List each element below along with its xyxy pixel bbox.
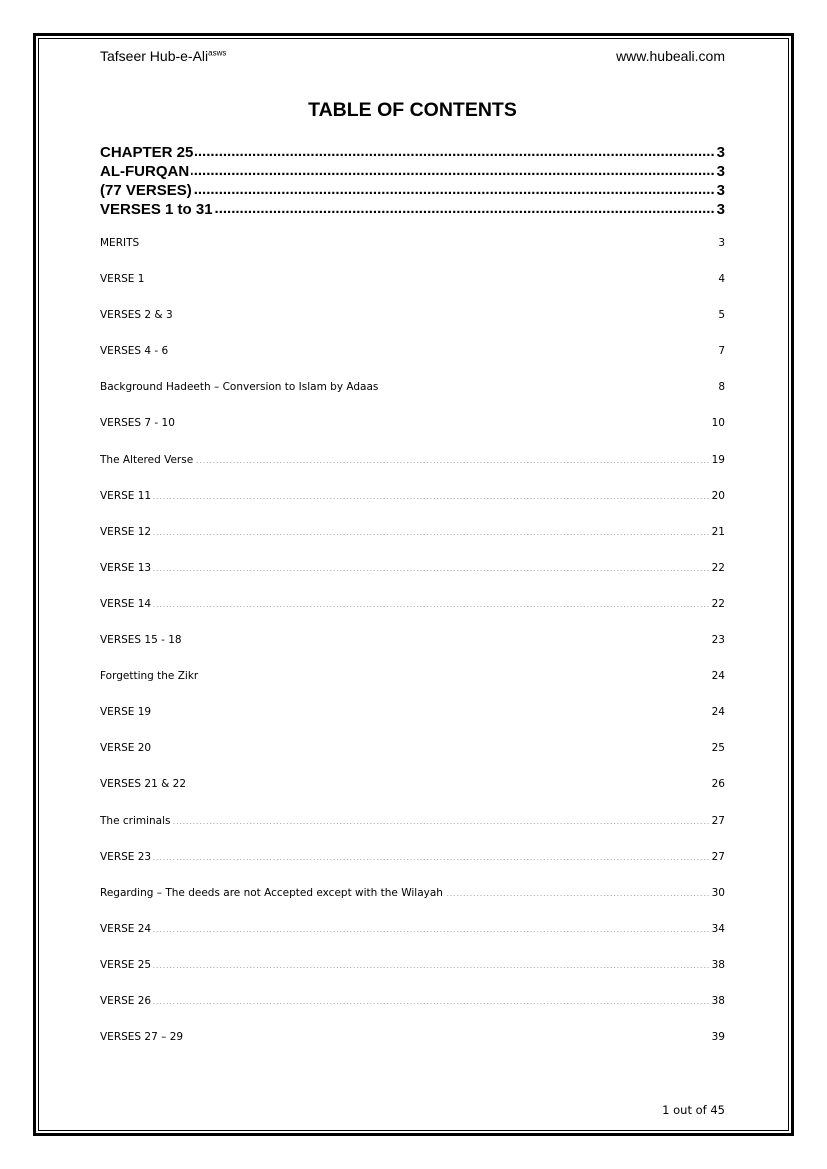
toc-entry-label: Regarding – The deeds are not Accepted except with the Wilayah [100, 886, 443, 899]
toc-entry-page: 3 [718, 237, 725, 249]
toc-entry-label: VERSES 4 - 6 [100, 345, 169, 358]
toc-sub-entry[interactable] [100, 812, 725, 848]
toc-entry-label: VERSES 27 – 29 [100, 1031, 184, 1044]
toc-leader-dots [153, 488, 710, 499]
toc-entry-label: VERSES 1 to 31 [100, 201, 213, 218]
toc-entry-label: VERSE 26 [100, 994, 152, 1007]
toc-entry-label: The criminals [100, 814, 171, 827]
toc-sub-entry[interactable] [100, 848, 725, 884]
toc-leader-dots [173, 813, 710, 824]
header-website: www.hubeali.com [616, 48, 725, 64]
toc-entry-label: VERSE 11 [100, 489, 152, 502]
toc-sub-entry[interactable] [100, 631, 725, 667]
toc-entry-page: 38 [711, 958, 725, 971]
toc-entry-label: VERSE 12 [100, 525, 152, 538]
toc-sub-entry[interactable] [100, 414, 725, 450]
toc-leader-dots [146, 272, 716, 283]
toc-entry-page: 3 [716, 201, 725, 218]
toc-sub-entry[interactable] [100, 775, 725, 811]
toc-main-section [100, 142, 725, 218]
toc-leader-dots [188, 777, 710, 788]
toc-entry-label: VERSES 2 & 3 [100, 309, 173, 322]
toc-leader-dots [153, 705, 710, 716]
toc-entry-page: 20 [711, 489, 725, 502]
toc-entry-label: VERSE 24 [100, 922, 152, 935]
toc-leader-dots [184, 633, 710, 644]
toc-entry-page: 38 [711, 994, 725, 1007]
toc-main-entry[interactable] [100, 180, 725, 199]
header-superscript: asws [208, 48, 227, 58]
toc-leader-dots [153, 921, 710, 932]
toc-entry-label: AL-FURQAN [100, 163, 190, 180]
toc-sub-entry[interactable] [100, 992, 725, 1028]
toc-leader-dots [445, 885, 710, 896]
toc-entry-page: 24 [711, 670, 725, 683]
toc-leader-dots [195, 452, 709, 463]
toc-leader-dots [153, 560, 710, 571]
toc-entry-label: VERSE 20 [100, 742, 152, 755]
toc-sub-entry[interactable] [100, 920, 725, 956]
toc-entry-page: 22 [711, 561, 725, 574]
toc-sub-entry[interactable] [100, 234, 725, 270]
toc-entry-page: 24 [711, 706, 725, 719]
toc-entry-page: 5 [718, 309, 725, 322]
toc-entry-page: 26 [711, 778, 725, 791]
toc-entry-label: VERSE 13 [100, 561, 152, 574]
toc-main-entry[interactable] [100, 199, 725, 218]
toc-sub-entry[interactable] [100, 884, 725, 920]
toc-sub-entry[interactable] [100, 667, 725, 703]
toc-leader-dots [175, 308, 717, 319]
toc-sub-entry[interactable] [100, 378, 725, 414]
toc-entry-page: 27 [711, 850, 725, 863]
toc-leader-dots [153, 596, 710, 607]
toc-sub-section [100, 234, 725, 1064]
toc-main-entry[interactable] [100, 161, 725, 180]
toc-entry-page: 34 [711, 922, 725, 935]
toc-entry-page: 39 [711, 1031, 725, 1044]
toc-leader-dots [170, 344, 716, 355]
toc-leader-dots [380, 380, 716, 391]
toc-leader-dots [141, 236, 716, 247]
toc-entry-label: VERSES 7 - 10 [100, 417, 175, 430]
toc-leader-dots [153, 524, 710, 535]
toc-entry-page: 8 [718, 381, 725, 394]
header-book-title: Tafseer Hub-e-Ali$^{asws}$ [100, 48, 227, 64]
toc-entry-page: 30 [711, 886, 725, 899]
toc-entry-label: Background Hadeeth – Conversion to Islam by Adaas [100, 381, 379, 394]
toc-entry-label: MERITS [100, 237, 140, 249]
toc-sub-entry[interactable] [100, 487, 725, 523]
toc-entry-page: 4 [718, 273, 725, 286]
toc-sub-entry[interactable] [100, 342, 725, 378]
toc-entry-label: CHAPTER 25 [100, 144, 194, 161]
toc-entry-page: 3 [716, 163, 725, 180]
page-header [100, 48, 725, 68]
toc-entry-label: VERSES 21 & 22 [100, 778, 186, 791]
toc-entry-label: Forgetting the Zikr [100, 670, 199, 683]
toc-leader-dots [153, 741, 710, 752]
toc-entry-page: 25 [711, 742, 725, 755]
toc-leader-dots [153, 993, 710, 1004]
toc-leader-dots [195, 142, 714, 157]
toc-leader-dots [200, 669, 709, 680]
toc-sub-entry[interactable] [100, 703, 725, 739]
toc-entry-page: 3 [716, 182, 725, 199]
toc-leader-dots [215, 199, 715, 214]
toc-leader-dots [185, 1030, 710, 1041]
toc-main-entry[interactable] [100, 142, 725, 161]
toc-entry-page: 7 [718, 345, 725, 358]
toc-entry-page: 27 [711, 814, 725, 827]
toc-entry-page: 23 [711, 634, 725, 647]
toc-leader-dots [153, 849, 710, 860]
toc-entry-page: 22 [711, 597, 725, 610]
toc-leader-dots [191, 161, 715, 176]
toc-sub-entry[interactable] [100, 451, 725, 487]
toc-entry-label: The Altered Verse [100, 453, 194, 466]
toc-leader-dots [194, 180, 715, 195]
toc-entry-page: 3 [716, 144, 725, 161]
toc-entry-page: 10 [711, 417, 725, 430]
toc-entry-label: (77 VERSES) [100, 182, 192, 199]
toc-entry-label: VERSE 19 [100, 706, 152, 719]
toc-sub-entry[interactable] [100, 559, 725, 595]
toc-entry-label: VERSE 14 [100, 597, 152, 610]
toc-leader-dots [153, 957, 710, 968]
toc-leader-dots [177, 416, 710, 427]
toc-entry-label: VERSES 15 - 18 [100, 634, 182, 647]
toc-entry-label: VERSE 1 [100, 273, 145, 286]
toc-entry-label: VERSE 23 [100, 850, 152, 863]
toc-sub-entry[interactable] [100, 306, 725, 342]
toc-sub-entry[interactable] [100, 956, 725, 992]
toc-sub-entry[interactable] [100, 270, 725, 306]
toc-sub-entry[interactable] [100, 523, 725, 559]
page-number: 1 out of 45 [662, 1103, 725, 1117]
toc-sub-entry[interactable] [100, 739, 725, 775]
page-title: TABLE OF CONTENTS [308, 99, 517, 121]
toc-entry-page: 21 [711, 525, 725, 538]
toc-sub-entry[interactable] [100, 595, 725, 631]
toc-entry-page: 19 [711, 453, 725, 466]
toc-entry-label: VERSE 25 [100, 958, 152, 971]
toc-sub-entry[interactable] [100, 1028, 725, 1064]
